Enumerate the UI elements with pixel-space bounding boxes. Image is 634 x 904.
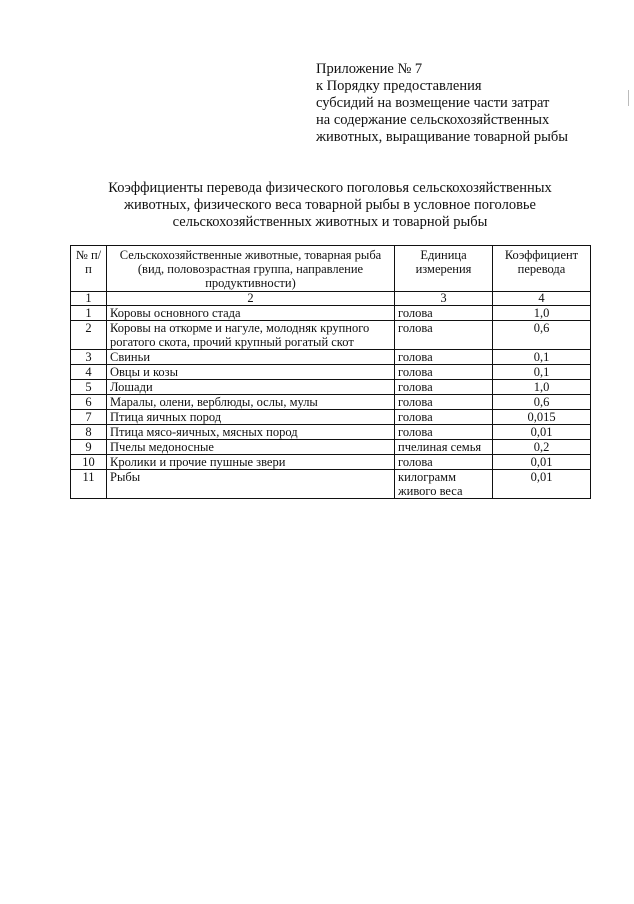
title-line: Коэффициенты перевода физического поголовья сельскохозяйственных bbox=[108, 180, 552, 196]
row-unit: голова bbox=[395, 321, 493, 350]
header-num: № п/п bbox=[71, 246, 107, 292]
appendix-line: на содержание сельскохозяйственных bbox=[316, 112, 550, 128]
coefficients-table bbox=[70, 245, 591, 499]
row-unit: голова bbox=[395, 380, 493, 395]
row-name: Свиньи bbox=[107, 350, 395, 365]
table-row bbox=[71, 365, 591, 380]
table-row bbox=[71, 306, 591, 321]
header-name: Сельскохозяйственные животные, товарная рыба (вид, половозрастная группа, направление продуктивности) bbox=[107, 246, 395, 292]
appendix-line: к Порядку предоставления bbox=[316, 78, 482, 94]
row-num: 6 bbox=[71, 395, 107, 410]
row-unit: килограмм живого веса bbox=[395, 470, 493, 499]
title-line: животных, физического веса товарной рыбы в условное поголовье bbox=[124, 197, 536, 213]
scan-edge-mark bbox=[628, 90, 629, 106]
table-row bbox=[71, 425, 591, 440]
table-row bbox=[71, 321, 591, 350]
column-number: 1 bbox=[71, 292, 107, 306]
row-name: Птица яичных пород bbox=[107, 410, 395, 425]
document-title bbox=[60, 180, 600, 231]
row-coef: 0,01 bbox=[493, 455, 591, 470]
row-num: 8 bbox=[71, 425, 107, 440]
table-row bbox=[71, 470, 591, 499]
row-name: Птица мясо-яичных, мясных пород bbox=[107, 425, 395, 440]
row-coef: 1,0 bbox=[493, 380, 591, 395]
row-unit: голова bbox=[395, 455, 493, 470]
row-unit: голова bbox=[395, 306, 493, 321]
appendix-header bbox=[316, 61, 616, 146]
title-line: сельскохозяйственных животных и товарной рыбы bbox=[172, 214, 488, 230]
row-name: Рыбы bbox=[107, 470, 395, 499]
row-coef: 0,01 bbox=[493, 425, 591, 440]
row-unit: голова bbox=[395, 365, 493, 380]
row-coef: 0,1 bbox=[493, 365, 591, 380]
row-num: 7 bbox=[71, 410, 107, 425]
appendix-line: субсидий на возмещение части затрат bbox=[316, 95, 550, 111]
row-num: 1 bbox=[71, 306, 107, 321]
row-num: 9 bbox=[71, 440, 107, 455]
column-number: 4 bbox=[493, 292, 591, 306]
row-coef: 0,015 bbox=[493, 410, 591, 425]
row-num: 5 bbox=[71, 380, 107, 395]
table-row bbox=[71, 380, 591, 395]
column-numbers-row bbox=[71, 292, 591, 306]
row-coef: 0,1 bbox=[493, 350, 591, 365]
row-name: Коровы на откорме и нагуле, молодняк крупного рогатого скота, прочий крупный рогатый скот bbox=[107, 321, 395, 350]
row-coef: 1,0 bbox=[493, 306, 591, 321]
row-name: Пчелы медоносные bbox=[107, 440, 395, 455]
table-row bbox=[71, 440, 591, 455]
row-num: 10 bbox=[71, 455, 107, 470]
header-coef: Коэффициент перевода bbox=[493, 246, 591, 292]
row-coef: 0,6 bbox=[493, 395, 591, 410]
column-number: 2 bbox=[107, 292, 395, 306]
row-num: 3 bbox=[71, 350, 107, 365]
row-coef: 0,6 bbox=[493, 321, 591, 350]
table-row bbox=[71, 455, 591, 470]
table-row bbox=[71, 410, 591, 425]
row-unit: пчелиная семья bbox=[395, 440, 493, 455]
row-coef: 0,01 bbox=[493, 470, 591, 499]
appendix-line: животных, выращивание товарной рыбы bbox=[316, 129, 569, 145]
table-row bbox=[71, 350, 591, 365]
row-unit: голова bbox=[395, 395, 493, 410]
row-num: 11 bbox=[71, 470, 107, 499]
row-name: Овцы и козы bbox=[107, 365, 395, 380]
row-unit: голова bbox=[395, 425, 493, 440]
row-name: Коровы основного стада bbox=[107, 306, 395, 321]
row-name: Маралы, олени, верблюды, ослы, мулы bbox=[107, 395, 395, 410]
row-name: Кролики и прочие пушные звери bbox=[107, 455, 395, 470]
header-unit: Единица измерения bbox=[395, 246, 493, 292]
table-row bbox=[71, 395, 591, 410]
table-header-row bbox=[71, 246, 591, 292]
column-number: 3 bbox=[395, 292, 493, 306]
row-name: Лошади bbox=[107, 380, 395, 395]
row-num: 2 bbox=[71, 321, 107, 350]
row-num: 4 bbox=[71, 365, 107, 380]
row-coef: 0,2 bbox=[493, 440, 591, 455]
appendix-line: Приложение № 7 bbox=[316, 61, 423, 77]
row-unit: голова bbox=[395, 410, 493, 425]
row-unit: голова bbox=[395, 350, 493, 365]
